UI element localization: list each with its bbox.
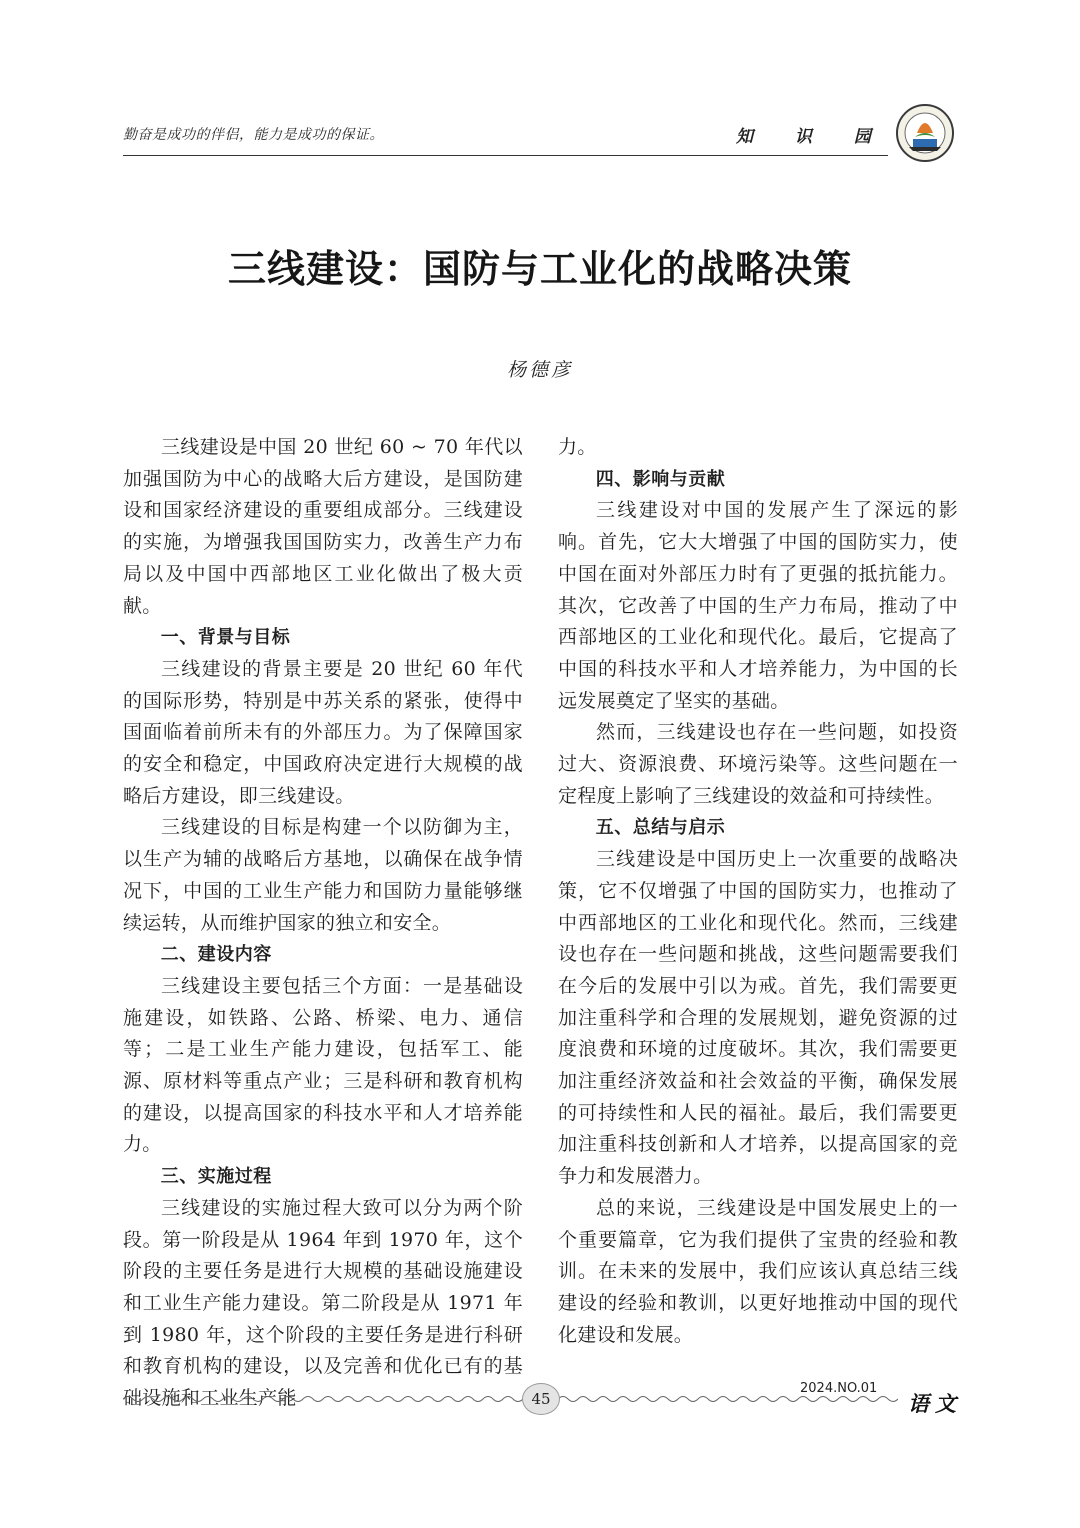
article-author: 杨德彦 [506, 359, 573, 381]
article-title: 三线建设：国防与工业化的战略决策 [227, 247, 852, 291]
emblem-base [913, 139, 937, 147]
column-name: 知 识 园 [736, 127, 889, 147]
paragraph: 然而，三线建设也存在一些问题，如投资过大、资源浪费、环境污染等。这些问题在一定程度上影响了三线建设的效益和可持续性。 [558, 721, 958, 807]
paragraph: 三线建设的实施过程大致可以分为两个阶段。第一阶段是从 1964 年到 1970 年，这个阶段的主要任务是进行大规模的基础设施建设和工业生产能力建设。第二阶段是从 1971 年到 1980 年，这个阶段的主要任务是进行科研和教育机构的建设，以及完善和优化已有的基础设施和工业生产能 [123, 1196, 523, 1410]
section-heading-impact: 四、影响与贡献 [595, 468, 726, 490]
magazine-name: 语文 [908, 1391, 962, 1416]
paragraph: 三线建设的背景主要是 20 世纪 60 年代的国际形势，特别是中苏关系的紧张，使得中国面临着前所未有的外部压力。为了保障国家的安全和稳定，中国政府决定进行大规模的战略后方建设，即三线建设。 [123, 657, 523, 807]
left-column [123, 432, 523, 1415]
section-heading-summary: 五、总结与启示 [595, 817, 726, 839]
section-heading-background: 一、背景与目标 [160, 627, 291, 649]
section-heading-process: 三、实施过程 [160, 1166, 272, 1188]
header-motto: 勤奋是成功的伴侣，能力是成功的保证。 [123, 127, 384, 143]
intro-paragraph: 三线建设是中国 20 世纪 60 ~ 70 年代以加强国防为中心的战略大后方建设，是国防建设和国家经济建设的重要组成部分。三线建设的实施，为增强我国国防实力，改善生产力布局以及中国中西部地区工业化做出了极大贡献。 [123, 436, 523, 617]
header-divider [123, 155, 888, 156]
paragraph: 三线建设的目标是构建一个以防御为主，以生产为辅的战略后方基地，以确保在战争情况下，中国的工业生产能力和国防力量能够继续运转，从而维护国家的独立和安全。 [123, 816, 523, 934]
school-emblem-icon [893, 103, 957, 163]
paragraph: 三线建设主要包括三个方面：一是基础设施建设，如铁路、公路、桥梁、电力、通信等；二是工业生产能力建设，包括军工、能源、原材料等重点产业；三是科研和教育机构的建设，以提高国家的科技水平和人才培养能力。 [123, 974, 523, 1156]
paragraph: 三线建设是中国历史上一次重要的战略决策，它不仅增强了中国的国防实力，也推动了中西部地区的工业化和现代化。然而，三线建设也存在一些问题和挑战，这些问题需要我们在今后的发展中引以为戒。首先，我们需要更加注重科学和合理的发展规划，避免资源的过度浪费和环境的过度破坏。其次，我们需要更加注重经济效益和社会效益的平衡，确保发展的可持续性和人民的福祉。最后，我们需要更加注重科技创新和人才培养，以提高国家的竞争力和发展潜力。 [558, 848, 958, 1188]
emblem-ground [909, 147, 941, 151]
right-column [558, 432, 958, 1351]
section-heading-content: 二、建设内容 [160, 944, 272, 966]
page-number: 45 [522, 1383, 560, 1415]
paragraph: 三线建设对中国的发展产生了深远的影响。首先，它大大增强了中国的国防实力，使中国在面对外部压力时有了更强的抵抗能力。其次，它改善了中国的生产力布局，推动了中西部地区的工业化和现代化。最后，它提高了中国的科技水平和人才培养能力，为中国的长远发展奠定了坚实的基础。 [558, 499, 958, 712]
paragraph-continuation: 力。 [558, 436, 597, 458]
footer-wave-divider [123, 1392, 523, 1406]
issue-number: 2024.NO.01 [800, 1381, 878, 1396]
paragraph: 总的来说，三线建设是中国发展史上的一个重要篇章，它为我们提供了宝贵的经验和教训。在未来的发展中，我们应该认真总结三线建设的经验和教训，以更好地推动中国的现代化建设和发展。 [558, 1196, 958, 1346]
